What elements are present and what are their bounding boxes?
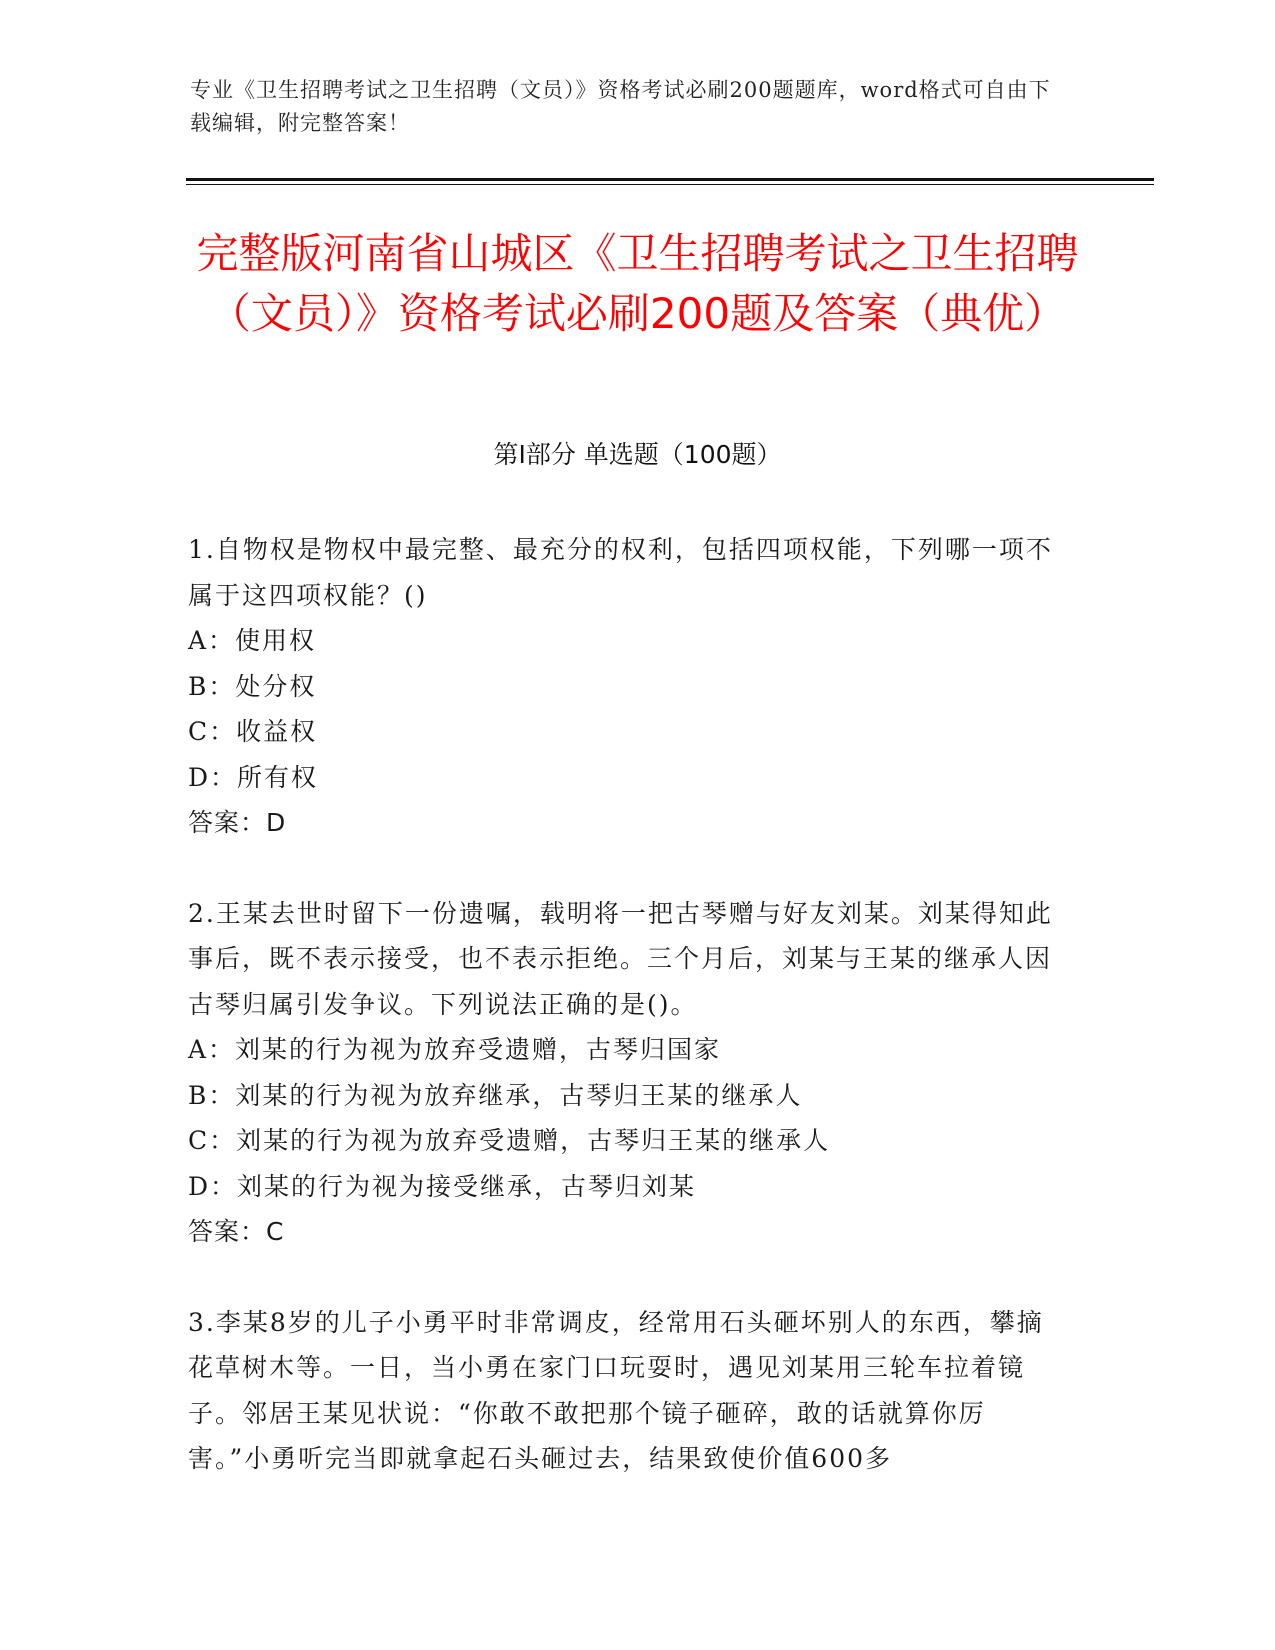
option-a: A：刘某的行为视为放弃受遗赠，古琴归国家 bbox=[188, 1035, 722, 1064]
section-heading: 第Ⅰ部分 单选题（100题） bbox=[493, 440, 782, 469]
answer: 答案：C bbox=[188, 1217, 285, 1246]
option-b: B：处分权 bbox=[188, 671, 317, 701]
answer: 答案：D bbox=[188, 808, 287, 837]
option-c: C：刘某的行为视为放弃受遗赠，古琴归王某的继承人 bbox=[188, 1126, 831, 1155]
question-list bbox=[188, 527, 1068, 1527]
option-d: D：所有权 bbox=[188, 762, 319, 792]
question-2 bbox=[188, 891, 1068, 1255]
option-a: A：使用权 bbox=[188, 626, 317, 655]
option-d: D：刘某的行为视为接受继承，古琴归刘某 bbox=[188, 1171, 697, 1201]
question-text: 1.自物权是物权中最完整、最充分的权利，包括四项权能，下列哪一项不属于这四项权能？() bbox=[188, 535, 1053, 610]
option-b: B：刘某的行为视为放弃继承，古琴归王某的继承人 bbox=[188, 1080, 803, 1110]
question-1 bbox=[188, 527, 1068, 846]
header-note: 专业《卫生招聘考试之卫生招聘（文员）》资格考试必刷200题题库，word格式可自由下载编辑，附完整答案！ bbox=[190, 78, 1051, 135]
question-text: 3.李某8岁的儿子小勇平时非常调皮，经常用石头砸坏别人的东西，攀摘花草树木等。一日，当小勇在家门口玩耍时，遇见刘某用三轮车拉着镜子。邻居王某见状说：“你敢不敢把那个镜子砸碎，敢的话就算你厉害。”小勇听完当即就拿起石头砸过去，结果致使价值600多 bbox=[188, 1307, 1044, 1473]
header-rule-thick bbox=[186, 178, 1154, 181]
option-c: C：收益权 bbox=[188, 717, 318, 746]
question-text: 2.王某去世时留下一份遗嘱，载明将一把古琴赠与好友刘某。刘某得知此事后，既不表示接受，也不表示拒绝。三个月后，刘某与王某的继承人因古琴归属引发争议。下列说法正确的是()。 bbox=[188, 898, 1053, 1019]
document-title: 完整版河南省山城区《卫生招聘考试之卫生招聘（文员）》资格考试必刷200题及答案（典优） bbox=[196, 229, 1079, 338]
question-3 bbox=[188, 1300, 1068, 1482]
header-rule-thin bbox=[186, 184, 1154, 185]
